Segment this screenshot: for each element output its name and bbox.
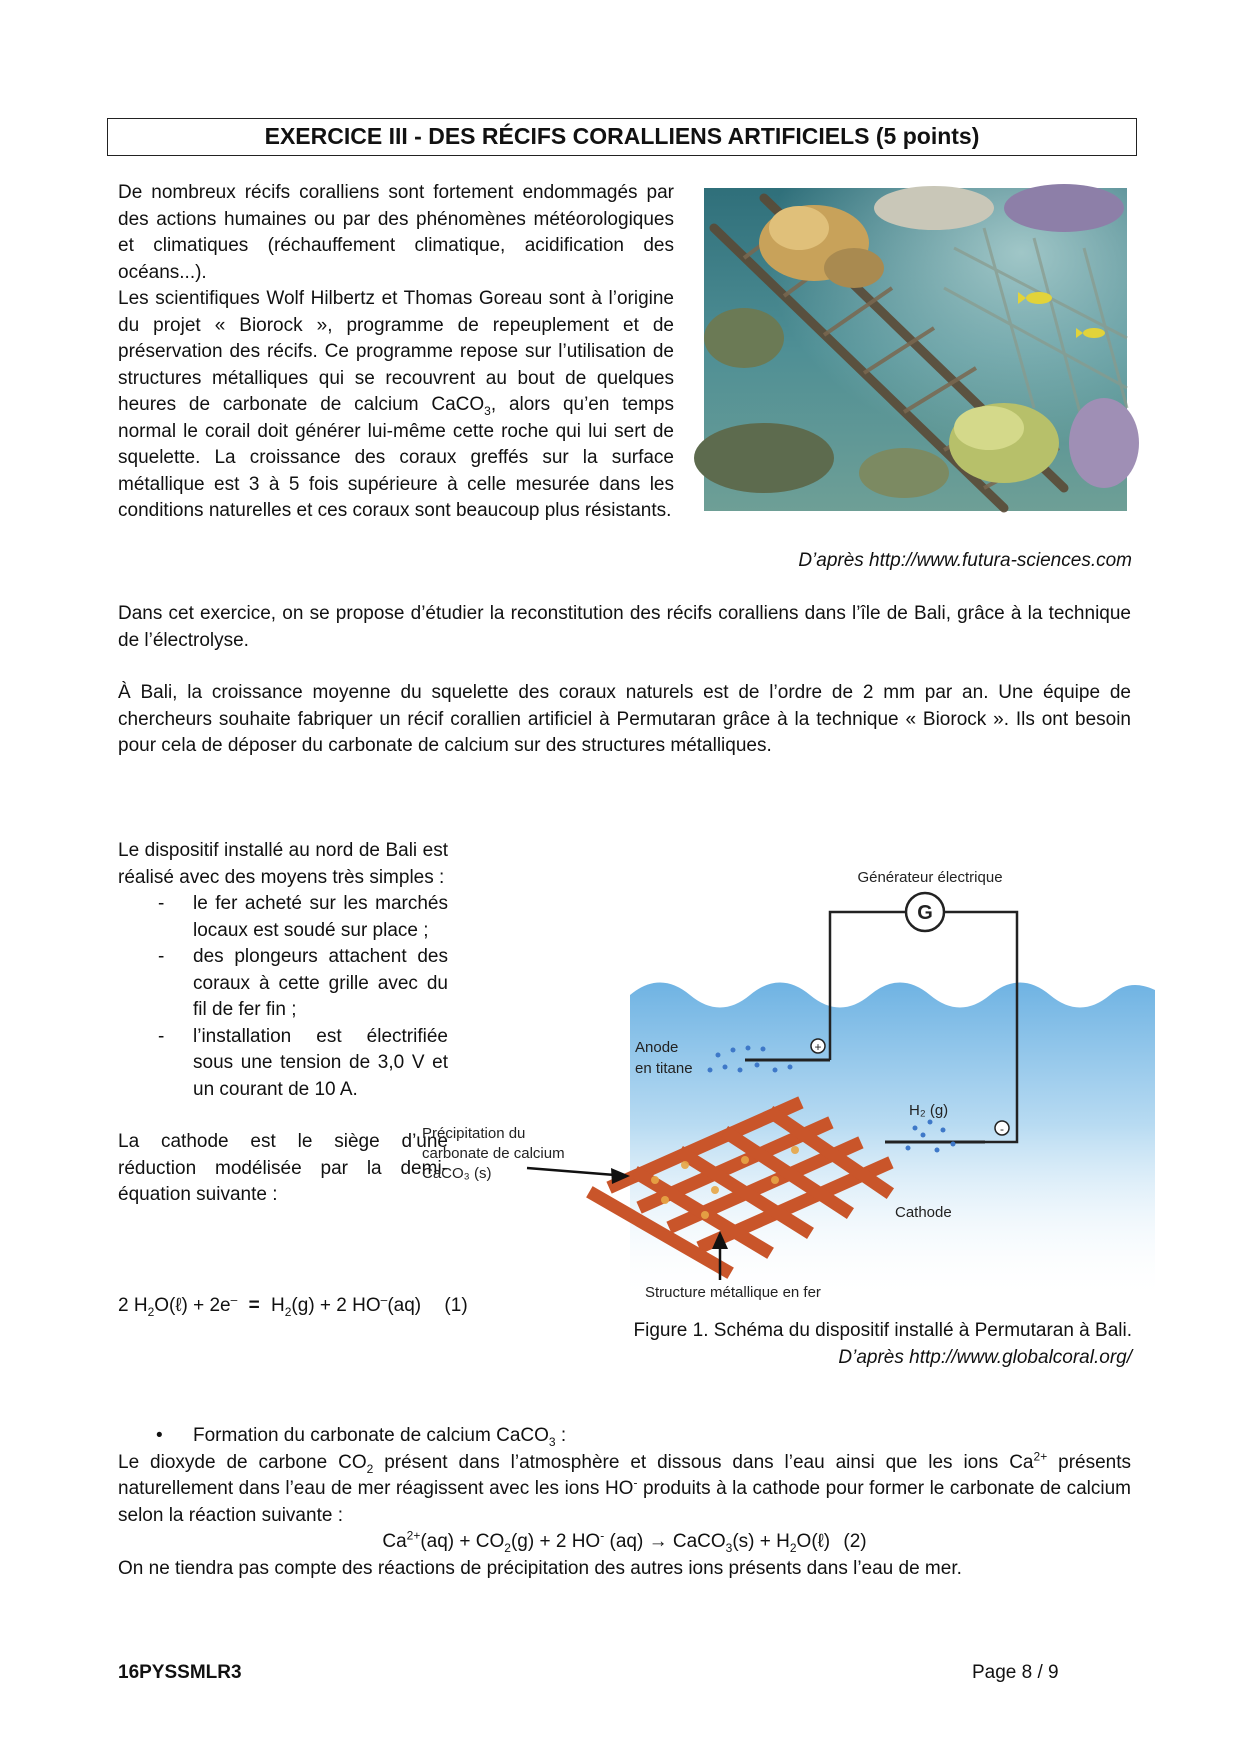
svg-text:Générateur électrique: Générateur électrique (857, 869, 1003, 886)
paragraph-context: Dans cet exercice, on se propose d’étudier la reconstitution des récifs coralliens dans l’île de Bali, grâce à la technique de l’électrolyse. (118, 603, 1131, 651)
svg-text:-: - (1000, 1122, 1004, 1136)
page-number: Page 8 / 9 (972, 1662, 1059, 1683)
equation-1: 2 $H_2O(\ell) + 2e^- = H_2(g) + 2$ HO–(aq) (1) (118, 1292, 468, 1319)
list-item: - l’installation est électrifiée sous une tension de 3,0 V et un courant de 10 A. (118, 1024, 448, 1104)
formation-text: Le dioxyde de carbone $CO_2$ présent dans l’atmosphère et dissous dans l’eau ainsi que les ions $Ca^{2+}$ présents naturellement dans l’eau de mer réagissent avec les ions HO- produits à la cathode pour former le carbonate de calcium selon la réaction suivante : (118, 1449, 1131, 1526)
svg-text:CaCO₃ (s): CaCO₃ (s) (422, 1165, 492, 1182)
svg-text:Précipitation du: Précipitation du (422, 1125, 526, 1142)
list-item: - des plongeurs attachent des coraux à cette grille avec du fil de fer fin ; (118, 944, 448, 1024)
svg-text:Anode: Anode (635, 1039, 679, 1056)
cathode-text: La cathode est le siège d’une réduction modélisée par la demi-équation suivante : (118, 1131, 448, 1205)
paragraph-bali: À Bali, la croissance moyenne du squelette des coraux naturels est de l’ordre de 2 mm par an. Une équipe de chercheurs souhaite fabriquer un récif corallien artificiel à Permutaran grâce à la technique « Biorock ». Ils ont besoin pour cela de déposer du carbonate de calcium sur des structures métalliques. (118, 682, 1131, 756)
svg-text:Structure métallique en fer: Structure métallique en fer (645, 1284, 821, 1301)
formation-bullet: • Formation du carbonate de calcium CaCO$_3$ : (156, 1425, 567, 1449)
svg-text:H₂ (g): H₂ (g) (909, 1102, 949, 1119)
svg-text:Cathode: Cathode (895, 1204, 952, 1221)
device-description (118, 838, 448, 1209)
precipitation-arrow (527, 1168, 630, 1184)
device-intro: Le dispositif installé au nord de Bali est réalisé avec des moyens très simples : (118, 840, 448, 888)
figure-caption (560, 1318, 1132, 1371)
equation-2: $Ca^{2+}(aq) + CO_2(g) + 2$ HO- (aq) → CaCO$_3$(s) + $H_2O(\ell)$ (2) (382, 1528, 867, 1555)
exercise-title: EXERCICE III - DES RÉCIFS CORALLIENS ARTIFICIELS (5 points) (107, 118, 1137, 156)
document-code: 16PYSSMLR3 (118, 1662, 242, 1683)
svg-text:carbonate de calcium: carbonate de calcium (422, 1145, 565, 1162)
formation-note: On ne tiendra pas compte des réactions de précipitation des autres ions présents dans l’eau de mer. (118, 1557, 962, 1579)
intro-text (118, 180, 674, 525)
svg-text:G: G (917, 902, 933, 924)
electrolysis-diagram (422, 860, 1155, 1301)
svg-text:+: + (814, 1040, 822, 1054)
photo-source: D’après http://www.futura-sciences.com (798, 550, 1132, 571)
figure-title: Figure 1. Schéma du dispositif installé à Permutaran à Bali. (633, 1320, 1132, 1341)
device-list (118, 891, 448, 1103)
intro-paragraph-1: De nombreux récifs coralliens sont fortement endommagés par des actions humaines ou par des phénomènes météorologiques et climatiques (réchauffement climatique, acidification des océans...). (118, 182, 674, 283)
intro-paragraph-2: Les scientifiques Wolf Hilbertz et Thomas Goreau sont à l’origine du projet « Biorock », programme de repeuplement et de préservation des récifs. Ce programme repose sur l’utilisation de structures métalliques qui se recouvrent au bout de quelques heures de carbonate de calcium CaCO$_3$, alors qu’en temps normal le corail doit générer lui-même cette roche qui lui sert de squelette. La croissance des coraux greffés sur la surface métallique est 3 à 5 fois supérieure à celle mesurée dans les conditions naturelles et ces coraux sont beaucoup plus résistants. (118, 288, 674, 521)
figure-source: D’après http://www.globalcoral.org/ (838, 1346, 1132, 1368)
list-item: - le fer acheté sur les marchés locaux est soudé sur place ; (118, 891, 448, 944)
reef-photo (704, 188, 1127, 511)
formation-section (118, 1423, 1131, 1582)
svg-text:en titane: en titane (635, 1060, 693, 1077)
